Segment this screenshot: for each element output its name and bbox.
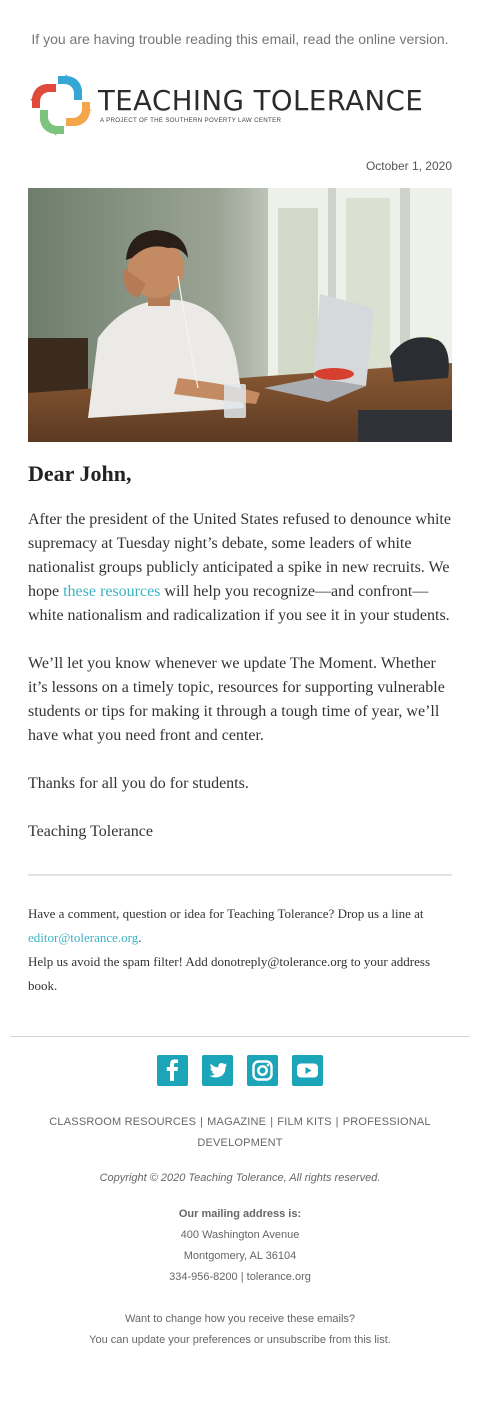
youtube-link[interactable]	[292, 1055, 323, 1086]
prefs-question: Want to change how you receive these emails?	[124, 1313, 356, 1325]
logo-title: TEACHING TOLERANCE	[98, 84, 424, 117]
divider	[28, 874, 452, 876]
facebook-link[interactable]	[157, 1055, 188, 1086]
feedback-text: Have a comment, question or idea for Teaching Tolerance? Drop us a line at	[28, 906, 424, 921]
online-version-link[interactable]: If you are having trouble reading this email, read the online version.	[31, 31, 449, 47]
copyright: Copyright © 2020 Teaching Tolerance, All rights reserved.	[99, 1172, 381, 1184]
body-text: After the president of the United States refused to denounce white supremacy at Tuesday night’s debate, some leaders of white nationalist groups publicly anticipated a spike in new recruits. We hope	[28, 511, 451, 600]
these-resources-link[interactable]: these resources	[63, 583, 161, 600]
prefs-text: You can	[89, 1334, 132, 1346]
contact-divider: |	[240, 1271, 244, 1283]
body-paragraph-1	[28, 508, 452, 628]
spam-filter-note: Help us avoid the spam filter! Add donotreply@tolerance.org to your address book.	[28, 954, 430, 993]
signature: Teaching Tolerance	[28, 823, 153, 840]
issue-date: October 1, 2020	[365, 159, 452, 173]
logo-subtitle: A PROJECT OF THE SOUTHERN POVERTY LAW CENTER	[100, 116, 282, 124]
body-text: will help you recognize—and confront—white nationalism and radicalization if you see it in your students.	[28, 583, 450, 624]
mailing-address	[0, 1204, 480, 1288]
feedback-punct: .	[138, 930, 142, 945]
feedback-line	[28, 902, 452, 950]
footer-links	[44, 1112, 436, 1154]
professional-development-link[interactable]: PROFESSIONAL DEVELOPMENT	[197, 1116, 431, 1149]
instagram-link[interactable]	[247, 1055, 278, 1086]
body-paragraph-2: We’ll let you know whenever we update The Moment. Whether it’s lessons on a timely topic, resources for supporting vulnerable students or tips for making it through a tough time of year, we’ll have what you need front and center.	[28, 655, 445, 744]
address-street: 400 Washington Avenue	[180, 1229, 300, 1241]
greeting: Dear John,	[28, 461, 132, 486]
update-preferences-link[interactable]: update your preferences	[131, 1334, 251, 1346]
youtube-icon	[292, 1055, 323, 1086]
prefs-options	[0, 1330, 480, 1351]
hero-image[interactable]	[28, 188, 452, 442]
film-kits-link[interactable]: FILM KITS	[277, 1116, 332, 1128]
email-body	[28, 508, 452, 844]
unsubscribe-link[interactable]: unsubscribe from this list	[266, 1334, 388, 1346]
link-separator: |	[335, 1116, 339, 1128]
logo[interactable]	[0, 50, 480, 138]
magazine-link[interactable]: MAGAZINE	[207, 1116, 267, 1128]
email-preferences	[0, 1309, 480, 1351]
preheader	[0, 0, 480, 50]
social-links	[0, 1055, 480, 1086]
link-separator: |	[270, 1116, 274, 1128]
website-link[interactable]: tolerance.org	[246, 1271, 311, 1283]
address-heading: Our mailing address is:	[178, 1208, 302, 1220]
classroom-resources-link[interactable]: CLASSROOM RESOURCES	[49, 1116, 197, 1128]
link-separator: |	[200, 1116, 204, 1128]
prefs-text: .	[387, 1334, 391, 1346]
twitter-icon	[202, 1055, 233, 1086]
twitter-link[interactable]	[202, 1055, 233, 1086]
instagram-icon	[247, 1055, 278, 1086]
feedback-note	[28, 902, 452, 998]
facebook-icon	[157, 1055, 188, 1086]
hands-logo-icon	[28, 72, 94, 138]
footer-divider	[10, 1036, 470, 1037]
prefs-text: or	[250, 1334, 267, 1346]
address-contact	[0, 1267, 480, 1288]
body-paragraph-3: Thanks for all you do for students.	[28, 775, 249, 792]
address-city: Montgomery, AL 36104	[183, 1250, 297, 1262]
phone-number: 334-956-8200	[169, 1271, 238, 1283]
editor-email-link[interactable]: editor@tolerance.org	[28, 930, 139, 945]
